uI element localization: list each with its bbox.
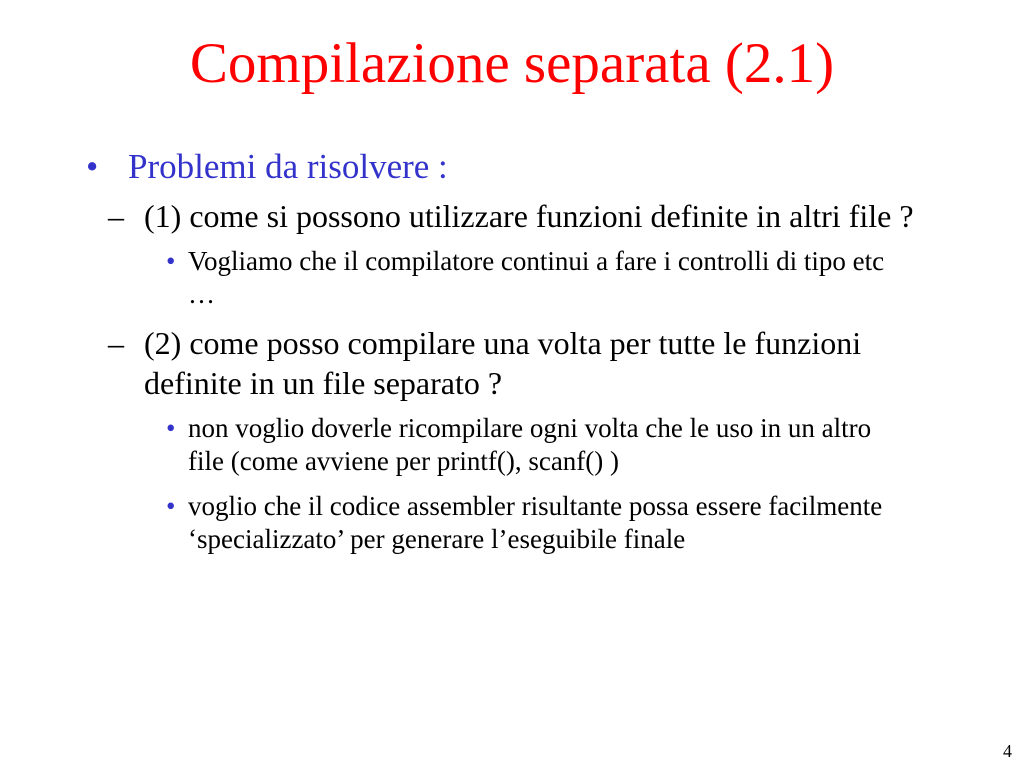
sub-sub-item-1a (166, 245, 908, 311)
slide-title: Compilazione separata (2.1) (189, 32, 835, 95)
sub-item-2-text: (2) come posso compilare una volta per tutte le funzioni definite in un file separato ? (144, 325, 862, 401)
bullet-icon: • (86, 147, 99, 186)
bullet-problems-text: Problemi da risolvere : (128, 147, 448, 186)
dash-icon: – (108, 198, 124, 234)
sub-sub-item-2b (166, 490, 908, 556)
sub-item-2 (108, 323, 916, 403)
bullet-icon: • (166, 246, 176, 276)
dash-icon: – (108, 325, 124, 361)
sub-item-1-text: (1) come si possono utilizzare funzioni definite in altri file ? (144, 198, 914, 234)
page-number: 4 (1003, 741, 1012, 761)
sub-item-1 (108, 196, 916, 236)
bullet-icon: • (166, 491, 176, 521)
slide-body (86, 146, 926, 568)
bullet-icon: • (166, 413, 176, 443)
sub-sub-item-2b-text: voglio che il codice assembler risultante possa essere facilmente ‘specializzato’ per generare l’eseguibile finale (188, 491, 883, 554)
sub-sub-item-2a (166, 412, 908, 478)
sub-sub-item-1a-text: Vogliamo che il compilatore continui a fare i controlli di tipo etc … (188, 246, 885, 309)
sub-sub-item-2a-text: non voglio doverle ricompilare ogni volta che le uso in un altro file (come avviene per printf(), scanf() ) (188, 413, 872, 476)
bullet-problems (86, 146, 926, 188)
